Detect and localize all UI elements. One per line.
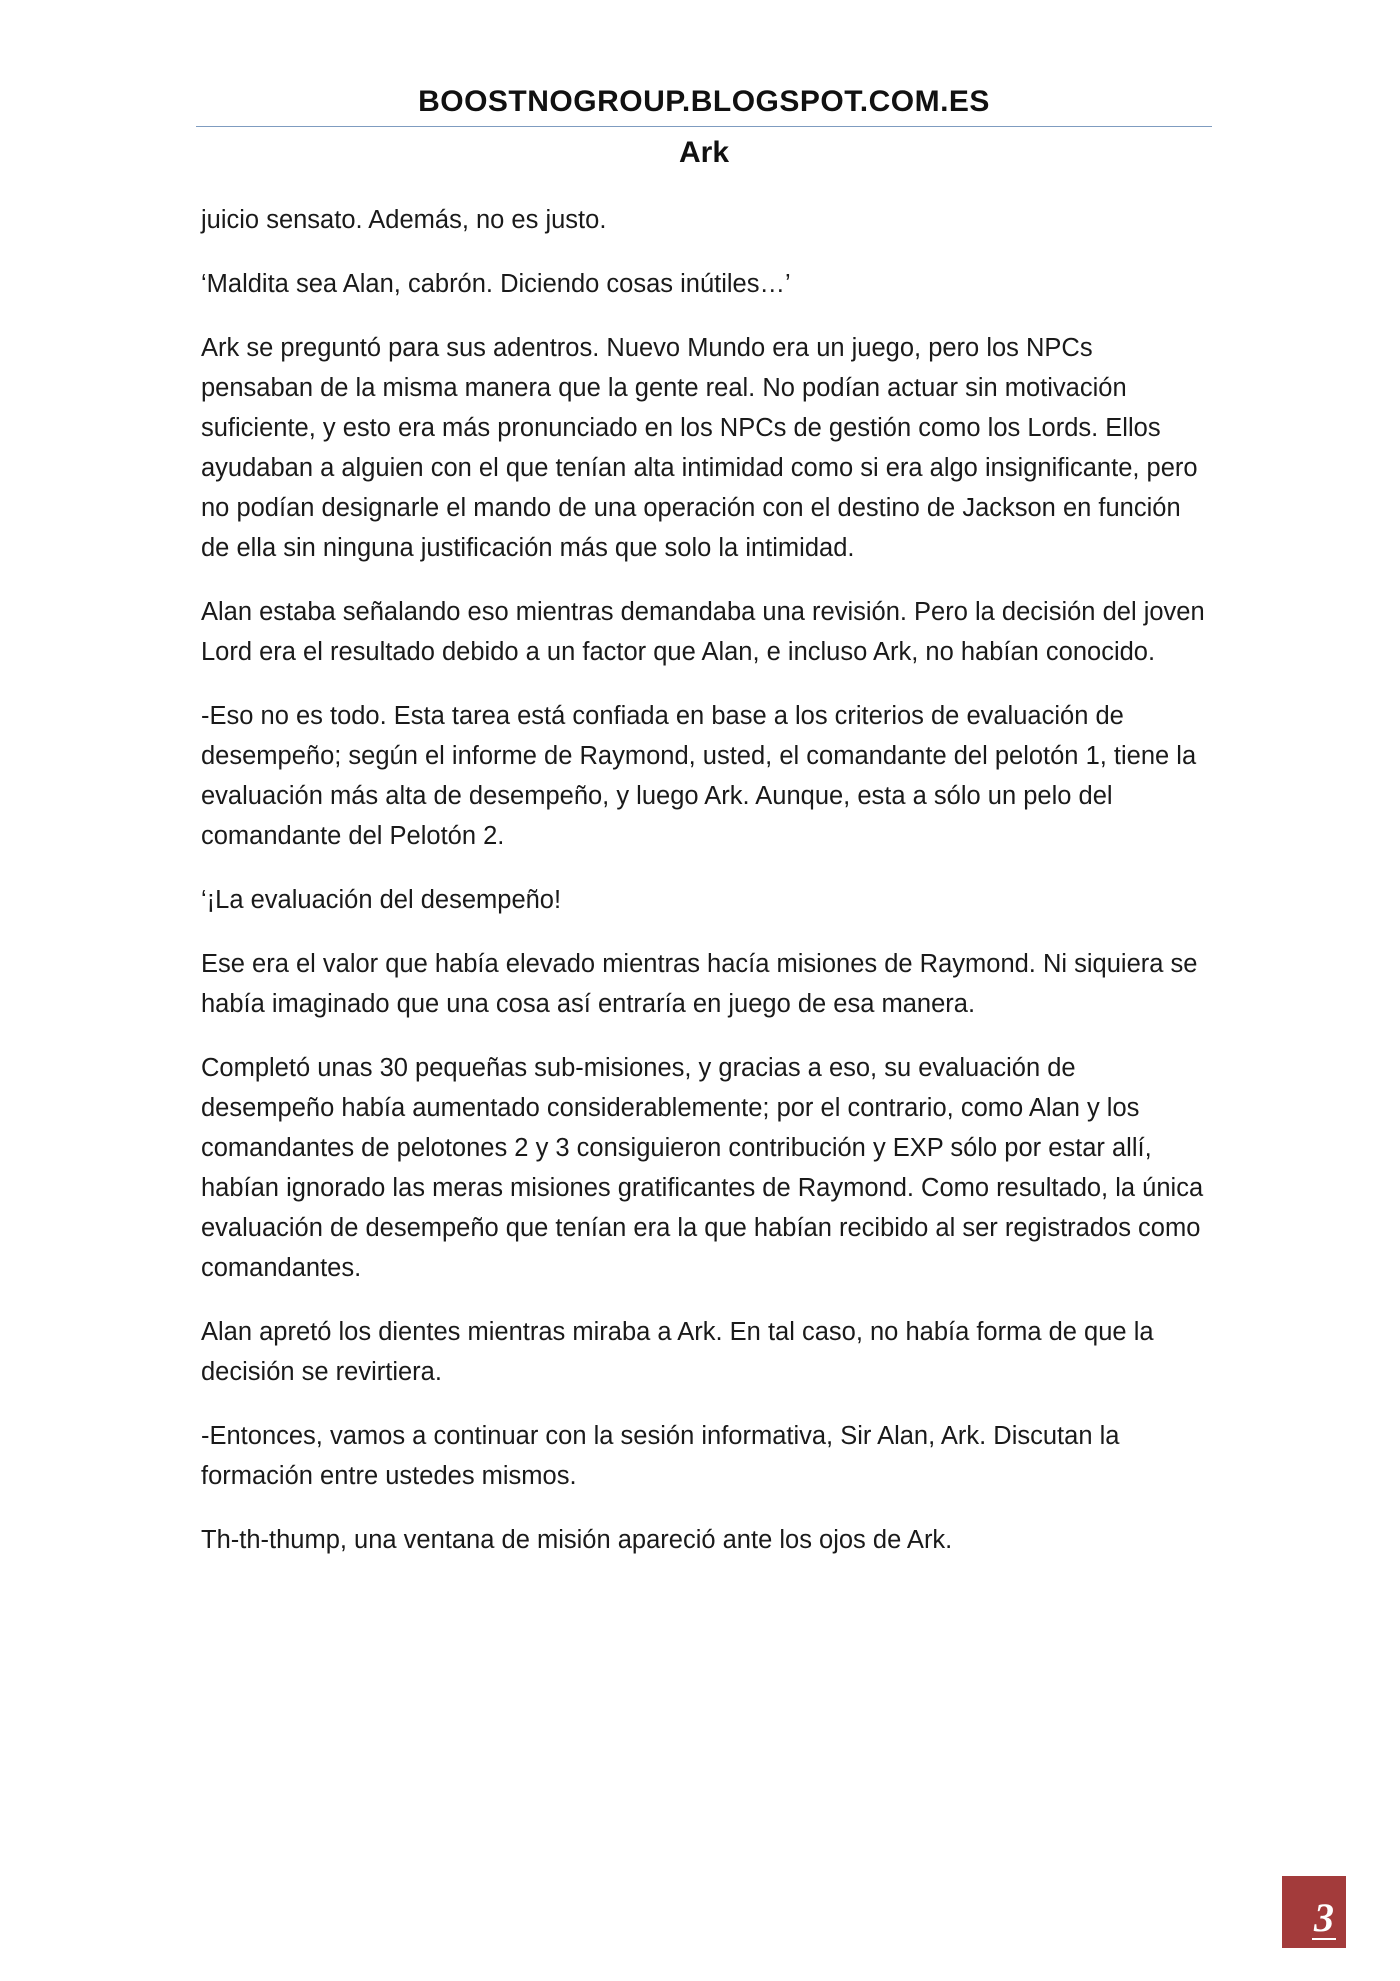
paragraph: Ese era el valor que había elevado mientras hacía misiones de Raymond. Ni siquiera se había imaginado que una cosa así entraría en juego de esa manera. — [201, 950, 1198, 1018]
page-header — [196, 82, 1212, 173]
paragraph: Alan estaba señalando eso mientras demandaba una revisión. Pero la decisión del joven Lord era el resultado debido a un factor que Alan, e incluso Ark, no habían conocido. — [201, 598, 1205, 666]
header-divider — [196, 126, 1212, 127]
paragraph: ‘¡La evaluación del desempeño! — [201, 886, 562, 914]
site-title: BOOSTNOGROUP.BLOGSPOT.COM.ES — [418, 85, 990, 118]
paragraph: juicio sensato. Además, no es justo. — [201, 206, 607, 234]
paragraph: ‘Maldita sea Alan, cabrón. Diciendo cosas inútiles…’ — [201, 270, 791, 298]
paragraph: Alan apretó los dientes mientras miraba a Ark. En tal caso, no había forma de que la decisión se revirtiera. — [201, 1318, 1154, 1386]
paragraph: Ark se preguntó para sus adentros. Nuevo Mundo era un juego, pero los NPCs pensaban de la misma manera que la gente real. No podían actuar sin motivación suficiente, y esto era más pronunciado en los NPCs de gestión como los Lords. Ellos ayudaban a alguien con el que tenían alta intimidad como si era algo insignificante, pero no podían designarle el mando de una operación con el destino de Jackson en función de ella sin ninguna justificación más que solo la intimidad. — [201, 334, 1198, 562]
paragraph: Completó unas 30 pequeñas sub-misiones, y gracias a eso, su evaluación de desempeño había aumentado considerablemente; por el contrario, como Alan y los comandantes de pelotones 2 y 3 consiguieron contribución y EXP sólo por estar allí, habían ignorado las meras misiones gratificantes de Raymond. Como resultado, la única evaluación de desempeño que tenían era la que habían recibido al ser registrados como comandantes. — [201, 1054, 1204, 1282]
paragraph: -Eso no es todo. Esta tarea está confiada en base a los criterios de evaluación de desempeño; según el informe de Raymond, usted, el comandante del pelotón 1, tiene la evaluación más alta de desempeño, y luego Ark. Aunque, esta a sólo un pelo del comandante del Pelotón 2. — [201, 702, 1197, 850]
book-title: Ark — [678, 136, 730, 169]
body-text — [201, 200, 1211, 1584]
page-number-badge — [1282, 1876, 1346, 1948]
page-number: 3 — [1314, 1895, 1334, 1940]
paragraph: -Entonces, vamos a continuar con la sesión informativa, Sir Alan, Ark. Discutan la formación entre ustedes mismos. — [201, 1422, 1120, 1490]
paragraph: Th-th-thump, una ventana de misión apareció ante los ojos de Ark. — [201, 1526, 953, 1554]
